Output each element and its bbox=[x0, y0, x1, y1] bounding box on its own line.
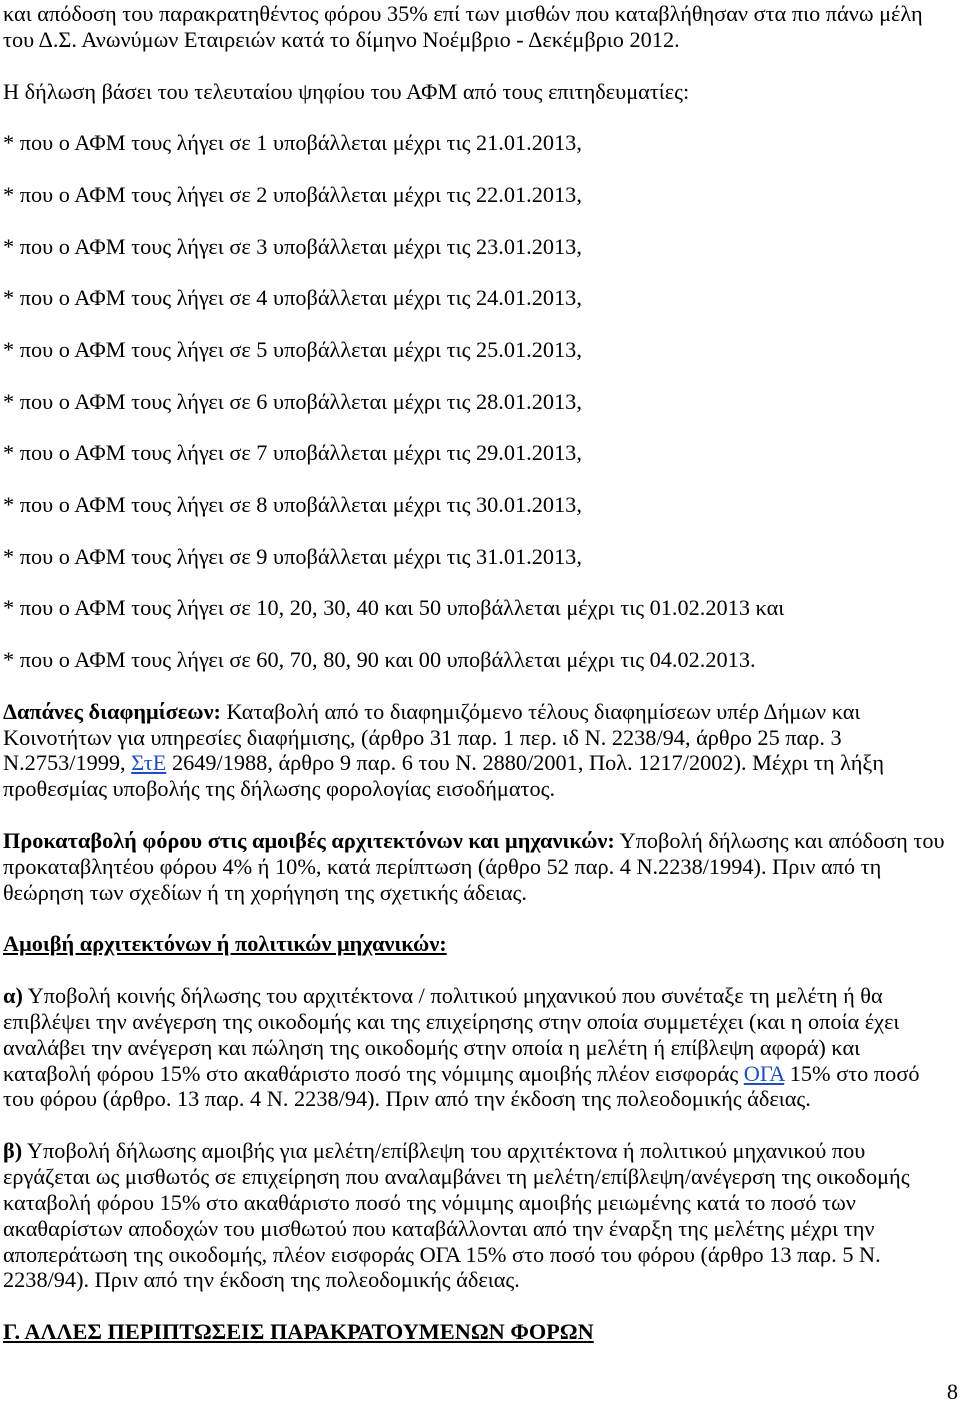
oga-link[interactable]: ΟΓΑ bbox=[743, 1060, 785, 1086]
paragraph-line: του φόρου (άρθρο. 13 παρ. 4 Ν. 2238/94). Πριν από την έκδοση της πολεοδομικής άδειας. bbox=[3, 1086, 811, 1112]
deadline-item: * που ο ΑΦΜ τους λήγει σε 4 υποβάλλεται μέχρι τις 24.01.2013, bbox=[3, 285, 582, 311]
paragraph-line: θεώρηση των σχεδίων ή τη χορήγηση της σχετικής άδειας. bbox=[3, 879, 527, 905]
section-g-heading bbox=[3, 1319, 955, 1345]
paragraph-line: προθεσμίας υποβολής της δήλωσης φορολογίας εισοδήματος. bbox=[3, 776, 556, 802]
prepayment-text: Υποβολή δήλωσης και απόδοση του bbox=[614, 828, 945, 853]
paragraph-line bbox=[3, 699, 955, 725]
declaration-heading: Η δήλωση βάσει του τελευταίου ψηφίου του ΑΦΜ από τους επιτηδευματίες: bbox=[3, 78, 690, 104]
paragraph-line: αναλάβει την ανέγερση και πώληση της οικοδομής στην οποία η μελέτη ή επίβλεψη αφορά) και bbox=[3, 1034, 861, 1060]
clause-b-paragraph bbox=[3, 1138, 955, 1293]
paragraph-line: ακαθαρίστων αποδοχών του μισθωτού που καταβάλλονται από την έναρξη της μελέτης μέχρι την bbox=[3, 1215, 875, 1241]
architects-heading-text: Αμοιβή αρχιτεκτόνων ή πολιτικών μηχανικών: bbox=[3, 931, 447, 957]
deadline-item: * που ο ΑΦΜ τους λήγει σε 5 υποβάλλεται μέχρι τις 25.01.2013, bbox=[3, 336, 582, 362]
page-number: 8 bbox=[946, 1379, 958, 1404]
paragraph-line: καταβολή φόρου 15% στο ακαθάριστο ποσό της νόμιμης αμοιβής μειωμένης κατά το ποσό των bbox=[3, 1189, 856, 1215]
clause-a-text: καταβολή φόρου 15% στο ακαθάριστο ποσό της νόμιμης αμοιβής πλέον εισφοράς bbox=[3, 1060, 744, 1086]
clause-a-text: 15% στο ποσό bbox=[784, 1060, 920, 1086]
paragraph-line bbox=[3, 1138, 955, 1164]
deadline-item: * που ο ΑΦΜ τους λήγει σε 2 υποβάλλεται μέχρι τις 22.01.2013, bbox=[3, 181, 582, 207]
deadline-item: * που ο ΑΦΜ τους λήγει σε 9 υποβάλλεται μέχρι τις 31.01.2013, bbox=[3, 543, 582, 569]
deadline-item: * που ο ΑΦΜ τους λήγει σε 3 υποβάλλεται μέχρι τις 23.01.2013, bbox=[3, 233, 582, 259]
deadline-item: * που ο ΑΦΜ τους λήγει σε 60, 70, 80, 90 και 00 υποβάλλεται μέχρι τις 04.02.2013. bbox=[3, 647, 756, 673]
paragraph-line: 2238/94). Πριν από την έκδοση της πολεοδομικής άδειας. bbox=[3, 1267, 520, 1293]
intro-line: του Δ.Σ. Ανωνύμων Εταιρειών κατά το δίμηνο Νοέμβριο - Δεκέμβριο 2012. bbox=[3, 26, 680, 52]
deadline-item: * που ο ΑΦΜ τους λήγει σε 7 υποβάλλεται μέχρι τις 29.01.2013, bbox=[3, 440, 582, 466]
deadline-item: * που ο ΑΦΜ τους λήγει σε 6 υποβάλλεται μέχρι τις 28.01.2013, bbox=[3, 388, 582, 414]
advertising-text: 2649/1988, άρθρο 9 παρ. 6 του Ν. 2880/2001, Πολ. 1217/2002). Μέχρι τη λήξη bbox=[166, 750, 885, 776]
clause-a-label: α) bbox=[3, 983, 23, 1009]
ste-link[interactable]: ΣτΕ bbox=[131, 750, 167, 776]
advertising-text: Ν.2753/1999, bbox=[3, 750, 132, 776]
document-page bbox=[3, 1, 955, 1371]
clause-a-text: Υποβολή κοινής δήλωσης του αρχιτέκτονα / πολιτικού μηχανικού που συνέταξε τη μελέτη ή θα bbox=[22, 983, 883, 1009]
prepayment-paragraph bbox=[3, 828, 955, 906]
advertising-paragraph bbox=[3, 699, 955, 802]
paragraph-line: Κοινοτήτων για υπηρεσίες διαφήμισης, (άρθρο 31 παρ. 1 περ. ιδ Ν. 2238/94, άρθρο 25 παρ. 3 bbox=[3, 724, 842, 750]
paragraph-line: επιβλέψει την ανέγερση της οικοδομής και της επιχείρησης στην οποία συμμετέχει (και η οποία έχει bbox=[3, 1008, 900, 1034]
advertising-text: Καταβολή από το διαφημιζόμενο τέλους διαφημίσεων υπέρ Δήμων και bbox=[220, 698, 861, 724]
paragraph-line bbox=[3, 750, 955, 776]
deadline-item: * που ο ΑΦΜ τους λήγει σε 1 υποβάλλεται μέχρι τις 21.01.2013, bbox=[3, 130, 582, 156]
paragraph-line: εργάζεται ως μισθωτός σε επιχείρηση που αναλαμβάνει τη μελέτη/επίβλεψη/ανέγερση της οικοδομής bbox=[3, 1163, 910, 1189]
section-g-heading-text: Γ. ΑΛΛΕΣ ΠΕΡΙΠΤΩΣΕΙΣ ΠΑΡΑΚΡΑΤΟΥΜΕΝΩΝ ΦΟΡΩΝ bbox=[3, 1319, 594, 1345]
paragraph-line: προκαταβλητέου φόρου 4% ή 10%, κατά περίπτωση (άρθρο 52 παρ. 4 Ν.2238/1994). Πριν από τη bbox=[3, 853, 882, 879]
clause-a-paragraph bbox=[3, 983, 955, 1112]
intro-line: και απόδοση του παρακρατηθέντος φόρου 35% επί των μισθών που καταβλήθησαν στα πιο πάνω μέλη bbox=[3, 1, 923, 26]
clause-b-text: Υποβολή δήλωσης αμοιβής για μελέτη/επίβλεψη του αρχιτέκτονα ή πολιτικού μηχανικού που bbox=[22, 1138, 866, 1164]
deadline-item: * που ο ΑΦΜ τους λήγει σε 10, 20, 30, 40 και 50 υποβάλλεται μέχρι τις 01.02.2013 και bbox=[3, 595, 785, 621]
paragraph-line: αποπεράτωση της οικοδομής, πλέον εισφοράς ΟΓΑ 15% στο ποσό του φόρου (άρθρο 13 παρ. 5 Ν. bbox=[3, 1241, 881, 1267]
clause-b-label: β) bbox=[3, 1138, 23, 1164]
paragraph-line bbox=[3, 983, 955, 1009]
advertising-label: Δαπάνες διαφημίσεων: bbox=[3, 698, 221, 724]
paragraph-line bbox=[3, 1061, 955, 1087]
prepayment-label: Προκαταβολή φόρου στις αμοιβές αρχιτεκτόνων και μηχανικών: bbox=[3, 828, 615, 853]
deadline-item: * που ο ΑΦΜ τους λήγει σε 8 υποβάλλεται μέχρι τις 30.01.2013, bbox=[3, 492, 582, 518]
paragraph-line bbox=[3, 828, 955, 854]
intro-paragraph bbox=[3, 1, 955, 53]
architects-heading bbox=[3, 931, 955, 957]
